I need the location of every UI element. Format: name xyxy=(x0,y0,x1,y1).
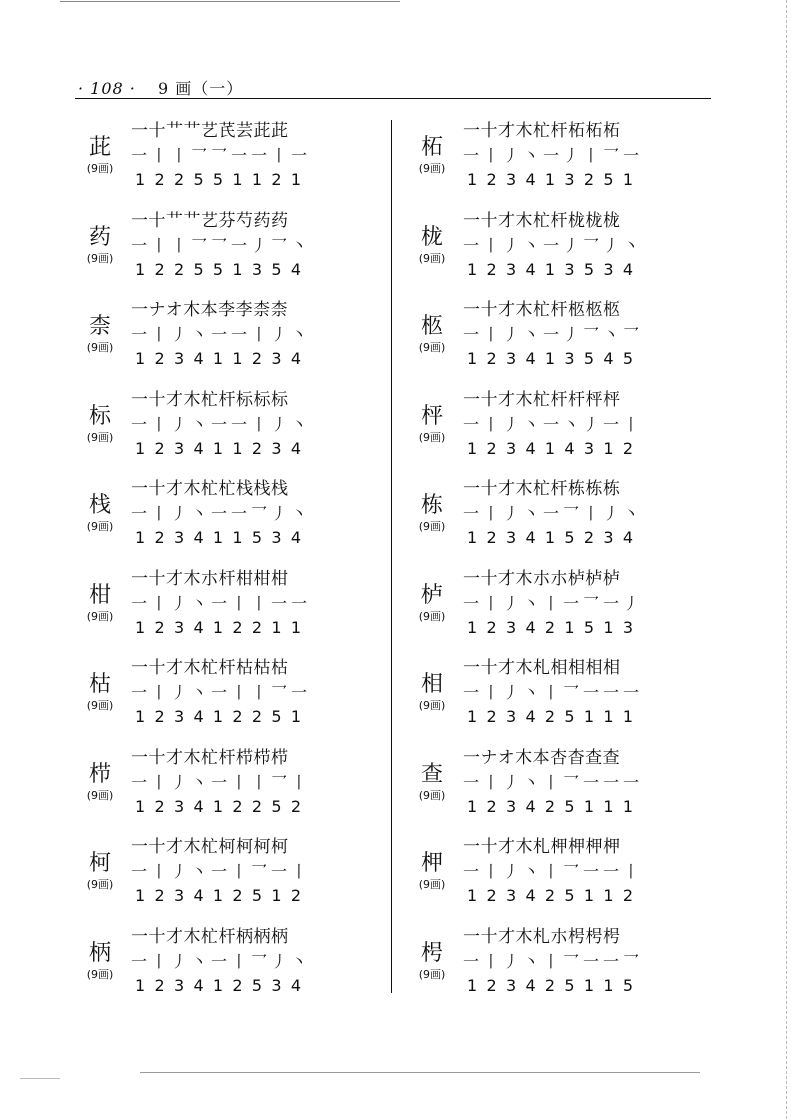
header-rule xyxy=(75,98,711,99)
stroke-progression: 一十才木札相相相相 xyxy=(463,658,621,678)
headword: 茈 xyxy=(88,135,111,160)
stroke-progression: 一十才木朩杆柑柑柑 xyxy=(131,568,289,589)
stroke-progression: 一十才木杧杆柄柄柄 xyxy=(131,926,289,947)
char-entry xyxy=(78,476,408,566)
page-edge-line xyxy=(786,0,787,1119)
headword: 柄 xyxy=(88,940,111,966)
stroke-progression: 一十才木杧柯柯柯柯 xyxy=(131,837,289,857)
char-entry xyxy=(78,387,408,477)
stroke-count-tag: (9画) xyxy=(86,967,114,981)
char-entry xyxy=(78,566,408,656)
stroke-shapes: 一丨丿丶一丿乛丶乛 xyxy=(463,325,644,344)
stroke-count-tag: (9画) xyxy=(418,788,446,802)
stroke-progression: 一十才木杧杧栈栈栈 xyxy=(131,479,289,499)
stroke-shapes: 一丨丿丶丨一乛一丿 xyxy=(463,593,644,613)
stroke-shapes: 一丨丿丶一丶丿一丨 xyxy=(463,414,644,434)
char-entry xyxy=(410,566,740,656)
stroke-codes: 123412251 xyxy=(135,707,311,726)
stroke-codes: 123425112 xyxy=(467,886,643,905)
stroke-shapes: 一丨丿丶一丨乛丿丶 xyxy=(131,951,312,971)
stroke-progression: 一十才木杧杆枯枯枯 xyxy=(131,658,289,678)
stroke-shapes: 一丨丿丶丨乛一一一 xyxy=(463,772,644,792)
stroke-shapes: 一丨丿丶一丨丨一一 xyxy=(131,593,312,613)
stroke-count-tag: (9画) xyxy=(418,609,446,623)
stroke-shapes: 一丨丿丶一丿丨乛一 xyxy=(463,146,644,165)
stroke-codes: 122551121 xyxy=(135,170,311,189)
stroke-count-tag: (9画) xyxy=(86,430,114,444)
stroke-shapes: 一丨丿丶一一丨丿丶 xyxy=(131,325,312,344)
stroke-progression: 一十才木杧杆标标标 xyxy=(131,389,289,410)
stroke-count-tag: (9画) xyxy=(418,520,446,533)
stroke-codes: 123413545 xyxy=(467,349,643,368)
char-entry xyxy=(410,118,740,208)
char-entry xyxy=(410,387,740,477)
stroke-shapes: 一丨丿丶一丿乛丿丶 xyxy=(463,235,644,255)
stroke-count-tag: (9画) xyxy=(418,162,446,175)
headword: 药 xyxy=(88,224,111,250)
stroke-progression: 一十才木杧杆柘柘柘 xyxy=(463,121,621,141)
headword: 枰 xyxy=(420,403,443,429)
headword: 柯 xyxy=(88,851,111,876)
char-entry xyxy=(78,208,408,298)
footer-rule xyxy=(140,1072,700,1073)
page-number: · 108 · xyxy=(78,79,136,98)
stroke-count-tag: (9画) xyxy=(418,430,446,444)
stroke-shapes: 一丨丿丶丨乛一一丨 xyxy=(463,862,644,881)
headword: 栉 xyxy=(88,761,111,787)
stroke-count-tag: (9画) xyxy=(418,341,446,354)
left-column xyxy=(78,118,408,1013)
stroke-codes: 123412252 xyxy=(135,796,311,816)
stroke-count-tag: (9画) xyxy=(86,788,114,802)
stroke-codes: 123414312 xyxy=(467,438,643,458)
stroke-count-tag: (9画) xyxy=(86,251,114,265)
stroke-codes: 123412534 xyxy=(135,975,311,995)
stroke-codes: 123411534 xyxy=(135,528,311,547)
stroke-codes: 123412512 xyxy=(135,886,311,905)
stroke-codes: 123421513 xyxy=(467,617,643,637)
stroke-count-tag: (9画) xyxy=(418,699,446,712)
char-entry xyxy=(78,655,408,745)
stroke-codes: 123412211 xyxy=(135,617,311,637)
stroke-codes: 123411234 xyxy=(135,438,311,458)
stroke-progression: 一ナオ木本杏杳查查 xyxy=(463,747,621,768)
stroke-shapes: 一丨丿丶一丨乛一丨 xyxy=(131,862,312,881)
stroke-progression: 一十才木札朩枵枵枵 xyxy=(463,926,621,947)
headword: 相 xyxy=(420,672,443,697)
headword: 枵 xyxy=(420,940,443,966)
stroke-shapes: 一丨丨乛乛一一丨一 xyxy=(131,146,312,165)
char-entry xyxy=(410,924,740,1014)
stroke-codes: 123413251 xyxy=(467,170,643,189)
char-entry xyxy=(78,118,408,208)
stroke-progression: 一十才木朩朩栌栌栌 xyxy=(463,568,621,589)
stroke-codes: 122551354 xyxy=(135,259,311,279)
stroke-shapes: 一丨丿丶丨乛一一乛 xyxy=(463,951,644,971)
headword: 柙 xyxy=(420,851,443,876)
stroke-shapes: 一丨丿丶丨乛一一一 xyxy=(463,683,644,702)
headword: 柰 xyxy=(88,314,111,339)
stroke-progression: 一十才木杧杆杆枰枰 xyxy=(463,389,621,410)
stroke-count-tag: (9画) xyxy=(86,699,114,712)
stroke-progression: 一ナオ木本李李柰柰 xyxy=(131,300,289,320)
stroke-count-tag: (9画) xyxy=(86,609,114,623)
char-entry xyxy=(410,297,740,387)
char-entry xyxy=(410,745,740,835)
stroke-progression: 一十才木杧杆栋栋栋 xyxy=(463,479,621,499)
stroke-codes: 123411234 xyxy=(135,349,311,368)
headword: 栈 xyxy=(88,493,111,518)
headword: 枯 xyxy=(88,672,111,697)
headword: 柩 xyxy=(420,314,443,339)
char-entry xyxy=(410,476,740,566)
stroke-count-tag: (9画) xyxy=(418,878,446,891)
stroke-count-tag: (9画) xyxy=(418,251,446,265)
stroke-count-tag: (9画) xyxy=(86,162,114,175)
headword: 柑 xyxy=(88,582,111,608)
stroke-progression: 一十才木杧杆栉栉栉 xyxy=(131,747,289,768)
stroke-shapes: 一丨丿丶一一丨丿丶 xyxy=(131,414,312,434)
headword: 标 xyxy=(88,403,111,429)
headword: 柘 xyxy=(420,135,443,160)
stroke-progression: 一十艹艹艺芬芍药药 xyxy=(131,210,289,231)
stroke-count-tag: (9画) xyxy=(86,520,114,533)
stroke-progression: 一十才木杧杆栊栊栊 xyxy=(463,210,621,231)
stroke-count-tag: (9画) xyxy=(86,341,114,354)
stroke-shapes: 一丨丿丶一丨丨乛一 xyxy=(131,683,312,702)
char-entry xyxy=(78,297,408,387)
char-entry xyxy=(410,834,740,924)
char-entry xyxy=(78,924,408,1014)
stroke-codes: 123415234 xyxy=(467,528,643,547)
footer-rule-short xyxy=(20,1078,60,1079)
stroke-progression: 一十艹艹艺芪芸茈茈 xyxy=(131,121,289,141)
stroke-shapes: 一丨丿丶一乛丨丿丶 xyxy=(463,504,644,523)
right-column xyxy=(410,118,740,1013)
stroke-codes: 123425115 xyxy=(467,975,643,995)
section-title: 9 画（一） xyxy=(157,79,244,98)
headword: 栊 xyxy=(420,224,443,250)
char-entry xyxy=(410,655,740,745)
headword: 栌 xyxy=(420,582,443,608)
stroke-progression: 一十才木札柙柙柙柙 xyxy=(463,837,621,857)
headword: 栋 xyxy=(420,493,443,518)
stroke-shapes: 一丨丿丶一丨丨乛丨 xyxy=(131,772,312,792)
headword: 查 xyxy=(420,761,443,787)
stroke-shapes: 一丨丿丶一一乛丿丶 xyxy=(131,504,312,523)
stroke-progression: 一十才木杧杆柩柩柩 xyxy=(463,300,621,320)
stroke-codes: 123425111 xyxy=(467,707,643,726)
stroke-codes: 123413534 xyxy=(467,259,643,279)
stroke-count-tag: (9画) xyxy=(86,878,114,891)
page-header xyxy=(78,76,243,99)
char-entry xyxy=(78,745,408,835)
char-entry xyxy=(78,834,408,924)
stroke-count-tag: (9画) xyxy=(418,967,446,981)
top-edge-rule xyxy=(60,1,400,2)
stroke-codes: 123425111 xyxy=(467,796,643,816)
stroke-shapes: 一丨丨乛乛一丿乛丶 xyxy=(131,235,312,255)
char-entry xyxy=(410,208,740,298)
